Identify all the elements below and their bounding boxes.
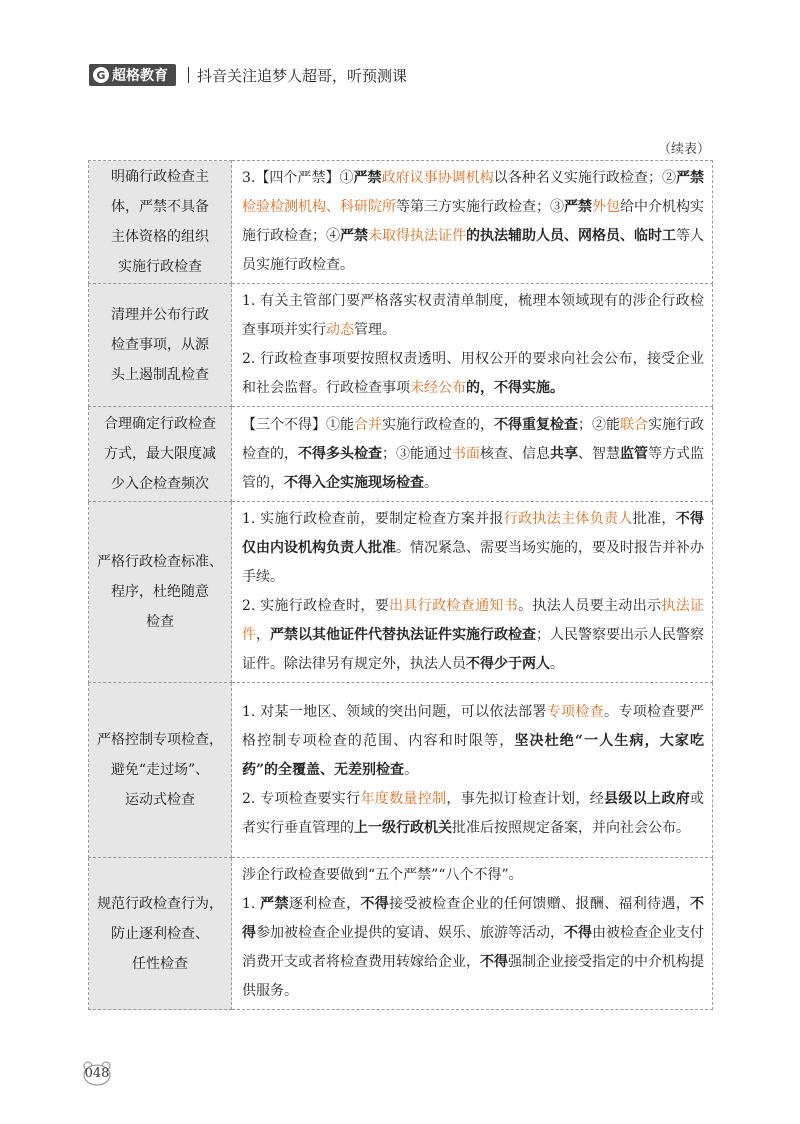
emphasis-text: 不得: [360, 896, 390, 912]
body-text: 实施行政检查的，: [242, 416, 704, 462]
body-text: 接受被检查企业的任何馈赠、报酬、福利待遇，: [389, 896, 691, 912]
body-text: 由被检查企业支付消费开支或者将检查费用转嫁给企业，: [242, 925, 704, 970]
highlight-text: 外包: [592, 199, 620, 215]
body-text: 。: [404, 761, 419, 778]
emphasis-text: 县级以上政府: [604, 790, 691, 807]
emphasis-text: 的执法辅助人员、网格员、临时工: [466, 228, 676, 244]
row-label: [89, 502, 232, 683]
content-paragraph: [242, 592, 704, 679]
emphasis-text: 上一级行政机关: [354, 819, 452, 836]
body-text: 。情况紧急、需要当场实施的，要及时报告并补办手续。: [242, 540, 704, 585]
continued-label: （续表）: [657, 142, 710, 157]
emphasis-text: 不得: [564, 925, 592, 941]
body-text: 涉企行政检查要做到“五个严禁”“八个不得”。: [242, 867, 523, 883]
content-paragraph: [242, 345, 704, 403]
content-paragraph: [242, 287, 704, 345]
body-text: 批准后按照规定备案，并向社会公布。: [452, 819, 690, 836]
body-text: ；人民警察要出示人民警察证件。除法律另有规定外，执法人员: [242, 627, 704, 672]
body-text: 参加被检查企业提供的宴请、娱乐、旅游等活动，: [256, 925, 564, 941]
row-label-line: 规范行政检查行为，: [97, 895, 223, 912]
content-paragraph: [242, 505, 704, 592]
row-label-line: 严格控制专项检查，: [97, 732, 223, 748]
body-text: 实施行政检查的，: [382, 416, 494, 433]
header-divider: [188, 67, 189, 83]
body-text: 1. 对某一地区、领域的突出问题，可以依法部署: [242, 703, 547, 720]
emphasis-text: 的，不得实施。: [466, 380, 564, 396]
body-text: 管理。: [354, 322, 396, 338]
body-text: ；②能: [578, 416, 620, 433]
row-label-line: 严格行政检查标准、: [97, 554, 223, 570]
row-label-line: 运动式检查: [125, 792, 195, 808]
body-text: 给中介机构实施行政检查；④: [242, 199, 704, 244]
row-content: [232, 858, 713, 1010]
page-number-text: 048: [84, 1065, 110, 1081]
emphasis-text: 严禁: [676, 170, 705, 186]
header-tagline: 抖音关注追梦人超哥，听预测课: [197, 66, 408, 85]
row-content: [232, 161, 713, 284]
row-label: [89, 161, 232, 284]
row-label-line: 体，严禁不具备: [111, 199, 209, 215]
body-text: 批准，: [632, 511, 676, 527]
body-text: 1.: [242, 896, 261, 912]
emphasis-text: 不得仅由内设机构负责人批准: [242, 511, 705, 556]
highlight-text: 合并: [354, 416, 382, 433]
row-label-line: 避免“走过场”、: [110, 762, 210, 778]
body-text: 1. 实施行政检查前，要制定检查方案并报: [242, 511, 504, 527]
row-label-line: 少入企检查频次: [111, 476, 209, 492]
body-text: 以各种名义实施行政检查；②: [493, 170, 677, 186]
body-text: 【三个不得】①能: [242, 416, 354, 433]
emphasis-text: 共享: [550, 445, 578, 462]
row-label-line: 检查: [146, 614, 174, 630]
row-label: [89, 407, 232, 502]
body-text: 强制企业接受指定的中介机构提供服务。: [242, 954, 704, 999]
row-label-line: 合理确定行政检查: [104, 416, 216, 432]
highlight-text: 专项检查: [546, 703, 605, 720]
body-text: 、智慧: [578, 445, 620, 462]
highlight-text: 检验检测机构、科研院所: [242, 199, 396, 215]
table-row: [89, 502, 713, 683]
highlight-text: 出具行政检查通知书: [389, 598, 519, 614]
highlight-text: 书面: [452, 445, 480, 462]
row-label-line: 主体资格的组织: [111, 229, 209, 245]
emphasis-text: 严禁: [564, 199, 592, 215]
brand-logo: [89, 64, 176, 86]
row-label-line: 明确行政检查主: [111, 169, 209, 185]
content-paragraph: [242, 861, 704, 890]
body-text: ，事先拟订检查计划，经: [446, 790, 605, 807]
row-label: [89, 284, 232, 407]
highlight-text: 联合: [620, 416, 648, 433]
highlight-text: 执法证件: [242, 598, 705, 643]
emphasis-text: 严禁: [340, 228, 368, 244]
emphasis-text: 监管: [620, 445, 648, 462]
page-number: [82, 1060, 112, 1086]
highlight-text: 未经公布: [410, 380, 466, 396]
emphasis-text: 严禁以其他证件代替执法证件实施行政检查: [270, 627, 536, 643]
emphasis-text: 严禁: [260, 896, 289, 912]
row-label: [89, 683, 232, 858]
emphasis-text: 不得少于两人: [466, 656, 550, 672]
table-row: [89, 284, 713, 407]
row-content: [232, 284, 713, 407]
body-text: 。: [424, 474, 438, 491]
emphasis-text: 严禁: [353, 170, 382, 186]
page-header: [89, 64, 407, 86]
body-text: 1. 有关主管部门要严格落实权责清单制度，梳理本领域现有的涉企行政检查事项并实行: [242, 293, 704, 338]
body-text: 核查、信息: [480, 445, 550, 462]
table-row: [89, 161, 713, 284]
highlight-text: 动态: [326, 322, 354, 338]
row-content: [232, 683, 713, 858]
row-label-line: 头上遏制乱检查: [111, 367, 209, 383]
emphasis-text: 不得: [480, 954, 508, 970]
emphasis-text: 不得多头检查: [298, 445, 382, 462]
content-paragraph: [242, 698, 704, 785]
body-text: 2. 实施行政检查时，要: [242, 598, 390, 614]
row-label-line: 清理并公布行政: [111, 307, 209, 323]
body-text: 2. 专项检查要实行: [242, 790, 361, 807]
body-text: 逐利检查，: [288, 896, 361, 912]
table-row: [89, 683, 713, 858]
brand-logo-icon: G: [93, 67, 109, 83]
body-text: 3.【四个严禁】①: [242, 170, 354, 186]
row-label-line: 防止逐利检查、: [111, 925, 209, 942]
emphasis-text: 不得入企实施现场检查: [284, 474, 424, 491]
row-content: [232, 502, 713, 683]
body-text: 。执法人员要主动出示: [518, 598, 662, 614]
content-paragraph: [242, 785, 704, 843]
body-text: 等方式监管的，: [242, 445, 704, 491]
row-label-line: 任性检查: [132, 955, 188, 972]
row-label: [89, 858, 232, 1010]
body-text: 。专项检查要严格控制专项检查的范围、内容和时限等，: [242, 703, 705, 749]
body-text: ；③能通过: [382, 445, 452, 462]
table-row: [89, 407, 713, 502]
row-label-line: 检查事项，从源: [111, 337, 209, 353]
emphasis-text: 坚决杜绝“一人生病，大家吃药”的全覆盖、无差别检查: [242, 732, 705, 778]
body-text: 等第三方实施行政检查；③: [396, 199, 564, 215]
body-text: 或者实行垂直管理的: [242, 790, 705, 836]
content-paragraph: [242, 890, 704, 1006]
body-text: 等人员实施行政检查。: [242, 228, 704, 273]
row-content: [232, 407, 713, 502]
row-label-line: 方式，最大限度减: [104, 446, 216, 462]
emphasis-text: 不得: [242, 896, 705, 941]
highlight-text: 政府议事协调机构: [381, 170, 494, 186]
body-text: 。: [550, 656, 564, 672]
content-table: [88, 160, 713, 1010]
content-paragraph: [242, 411, 704, 498]
emphasis-text: 不得重复检查: [494, 416, 578, 433]
table-row: [89, 858, 713, 1010]
brand-logo-text: 超格教育: [112, 68, 168, 84]
highlight-text: 行政执法主体负责人: [503, 511, 633, 527]
content-paragraph: [242, 164, 704, 280]
highlight-text: 未取得执法证件: [368, 228, 466, 244]
highlight-text: 年度数量控制: [360, 790, 447, 807]
row-label-line: 实施行政检查: [118, 259, 202, 275]
body-text: ，: [256, 627, 270, 643]
row-label-line: 程序，杜绝随意: [111, 584, 209, 600]
body-text: 2. 行政检查事项要按照权责透明、用权公开的要求向社会公布，接受企业和社会监督。行政检查事项: [242, 351, 704, 396]
